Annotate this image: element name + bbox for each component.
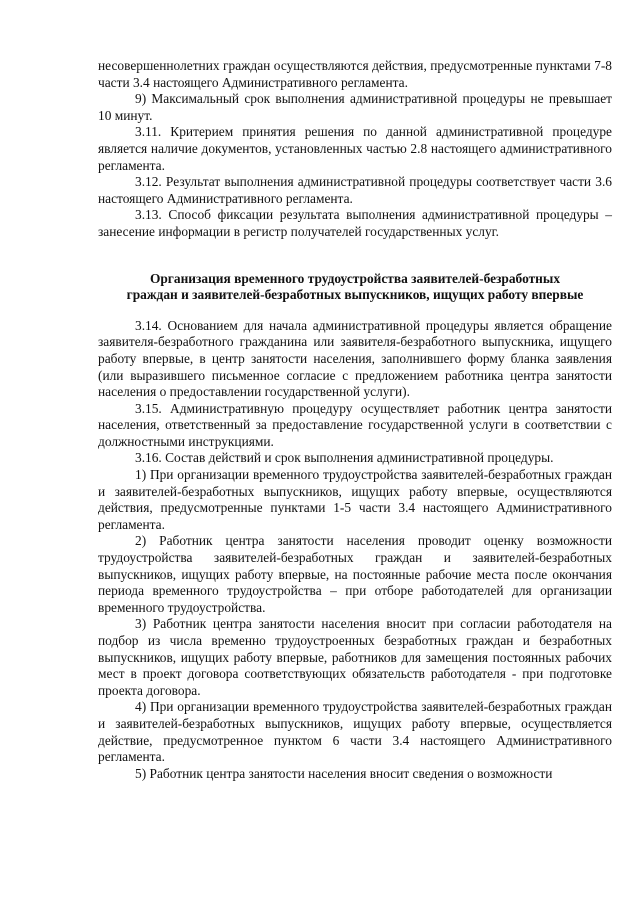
paragraph-3-16: 3.16. Состав действий и срок выполнения административной процедуры.: [135, 450, 554, 466]
section-heading-line2: граждан и заявителей-безработных выпускников, ищущих работу впервые: [126, 287, 584, 303]
paragraph-3-12: 3.12. Результат выполнения административной процедуры соответствует части 3.6 настоящего Административного регламента.: [98, 174, 612, 206]
paragraph-max-time: 9) Максимальный срок выполнения административной процедуры не превышает 10 минут.: [98, 91, 612, 123]
paragraph-3-15: 3.15. Административную процедуру осуществляет работник центра занятости населения, ответственный за предоставление государственной услуги в соответствии с должностными инструкциями.: [98, 400, 612, 449]
paragraph-item-5: 5) Работник центра занятости населения вносит сведения о возможности: [135, 765, 553, 781]
paragraph-3-14: 3.14. Основанием для начала административной процедуры является обращение заявителя-безработного гражданина или заявителя-безработного выпускника, ищущего работу впервые, в центр занятости населения, заполнившего форму бланка заявления (или выразившего письменное согласие с предложением работника центра занятости населения о предоставлении государственной услуги).: [98, 317, 612, 400]
paragraph-item-2: 2) Работник центра занятости населения проводит оценку возможности трудоустройства заявителей-безработных граждан и заявителей-безработных выпускников, ищущих работу впервые, на постоянные рабочие места после окончания периода временного трудоустройства – при отборе работодателей для организации временного трудоустройства.: [98, 533, 612, 615]
paragraph-item-4: 4) При организации временного трудоустройства заявителей-безработных граждан и заявителей-безработных выпускников, ищущих работу впервые, осуществляется действие, предусмотренное пунктом 6 части 3.4 настоящего Административного регламента.: [98, 699, 612, 765]
section-heading: [98, 271, 612, 304]
paragraph-item-3: 3) Работник центра занятости населения вносит при согласии работодателя на подбор из числа временно трудоустроенных безработных граждан и безработных выпускников, ищущих работу впервые, работников для замещения постоянных рабочих мест в проект договора соответствующих обязательств работодателя - при подготовке проекта договора.: [98, 616, 612, 698]
paragraph-item-1: 1) При организации временного трудоустройства заявителей-безработных граждан и заявителей-безработных выпускников, ищущих работу впервые, осуществляются действия, предусмотренные пунктами 1-5 части 3.4 настоящего Административного регламента.: [98, 467, 612, 532]
paragraph-3-13: 3.13. Способ фиксации результата выполнения административной процедуры – занесение информации в регистр получателей государственных услуг.: [98, 207, 612, 239]
paragraph-3-11: 3.11. Критерием принятия решения по данной административной процедуре является наличие документов, установленных частью 2.8 настоящего административного регламента.: [98, 124, 612, 173]
section-heading-line1: Организация временного трудоустройства заявителей-безработных: [149, 270, 561, 286]
paragraph-continuation: несовершеннолетних граждан осуществляются действия, предусмотренные пунктами 7-8 части 3.4 настоящего Административного регламента.: [98, 58, 612, 90]
